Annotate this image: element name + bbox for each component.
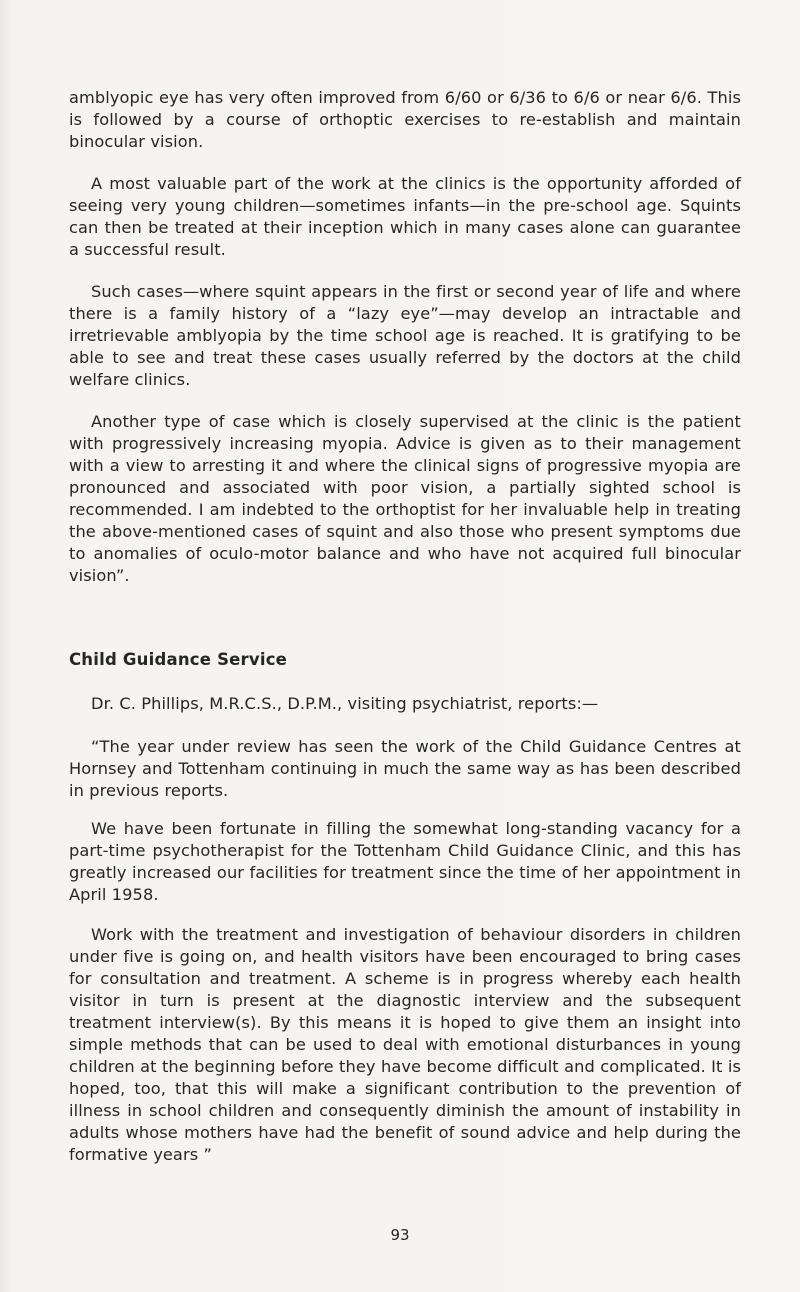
paragraph-year-under-review [69,736,741,802]
paragraph-text: We have been fortunate in filling the somewhat long-standing vacancy for a part-time psychotherapist for the Tottenham Child Guidance Clinic, and this has greatly increased our facilities for treatment since the time of her appointment in April 1958. [69,819,741,904]
paragraph-behaviour-disorders [69,924,741,1166]
paragraph-text: Such cases—where squint appears in the first or second year of life and where there is a family history of a “lazy eye”—may develop an intractable and irretrievable amblyopia by the time school age is reached. It is gratifying to be able to see and treat these cases usually referred by the doctors at the child welfare clinics. [69,282,741,389]
paragraph-text: Another type of case which is closely supervised at the clinic is the patient with progressively increasing myopia. Advice is given as to their management with a view to arresting it and where the clinical signs of progressive myopia are pronounced and associated with poor vision, a partially sighted school is recommended. I am indebted to the orthoptist for her invaluable help in treating the above-mentioned cases of squint and also those who present symptoms due to anomalies of oculo-motor balance and who have not acquired full binocular vision”. [69,412,741,585]
paragraph-text: amblyopic eye has very often improved from 6/60 or 6/36 to 6/6 or near 6/6. This is followed by a course of orthoptic exercises to re-establish and maintain binocular vision. [69,88,741,151]
paragraph-text: Dr. C. Phillips, M.R.C.S., D.P.M., visiting psychiatrist, reports:— [91,694,599,713]
page-number: 93 [390,1226,410,1244]
paragraph-text: Work with the treatment and investigation of behaviour disorders in children under five is going on, and health visitors have been encouraged to bring cases for consultation and treatment. A scheme is in progress whereby each health visitor in turn is present at the diagnostic interview and the subsequent treatment interview(s). By this means it is hoped to give them an insight into simple methods that can be used to deal with emotional disturbances in young children at the beginning before they have become difficult and complicated. It is hoped, too, that this will make a significant contribution to the prevention of illness in school children and consequently diminish the amount of instability in adults whose mothers have had the benefit of sound advice and help during the formative years ” [69,925,741,1164]
paragraph-amblyopic-eye [69,87,741,153]
paragraph-text: A most valuable part of the work at the clinics is the opportunity afforded of seeing very young children—sometimes infants—in the pre-school age. Squints can then be treated at their inception which in many cases alone can guarantee a successful result. [69,174,741,259]
paragraph-young-children [69,173,741,261]
section-heading: Child Guidance Service [69,650,288,669]
paragraph-psychotherapist [69,818,741,906]
paragraph-psychiatrist-report [69,693,741,715]
paragraph-lazy-eye [69,281,741,391]
paragraph-myopia [69,411,741,587]
paragraph-text: “The year under review has seen the work of the Child Guidance Centres at Hornsey and Tottenham continuing in much the same way as has been described in previous reports. [69,737,741,800]
